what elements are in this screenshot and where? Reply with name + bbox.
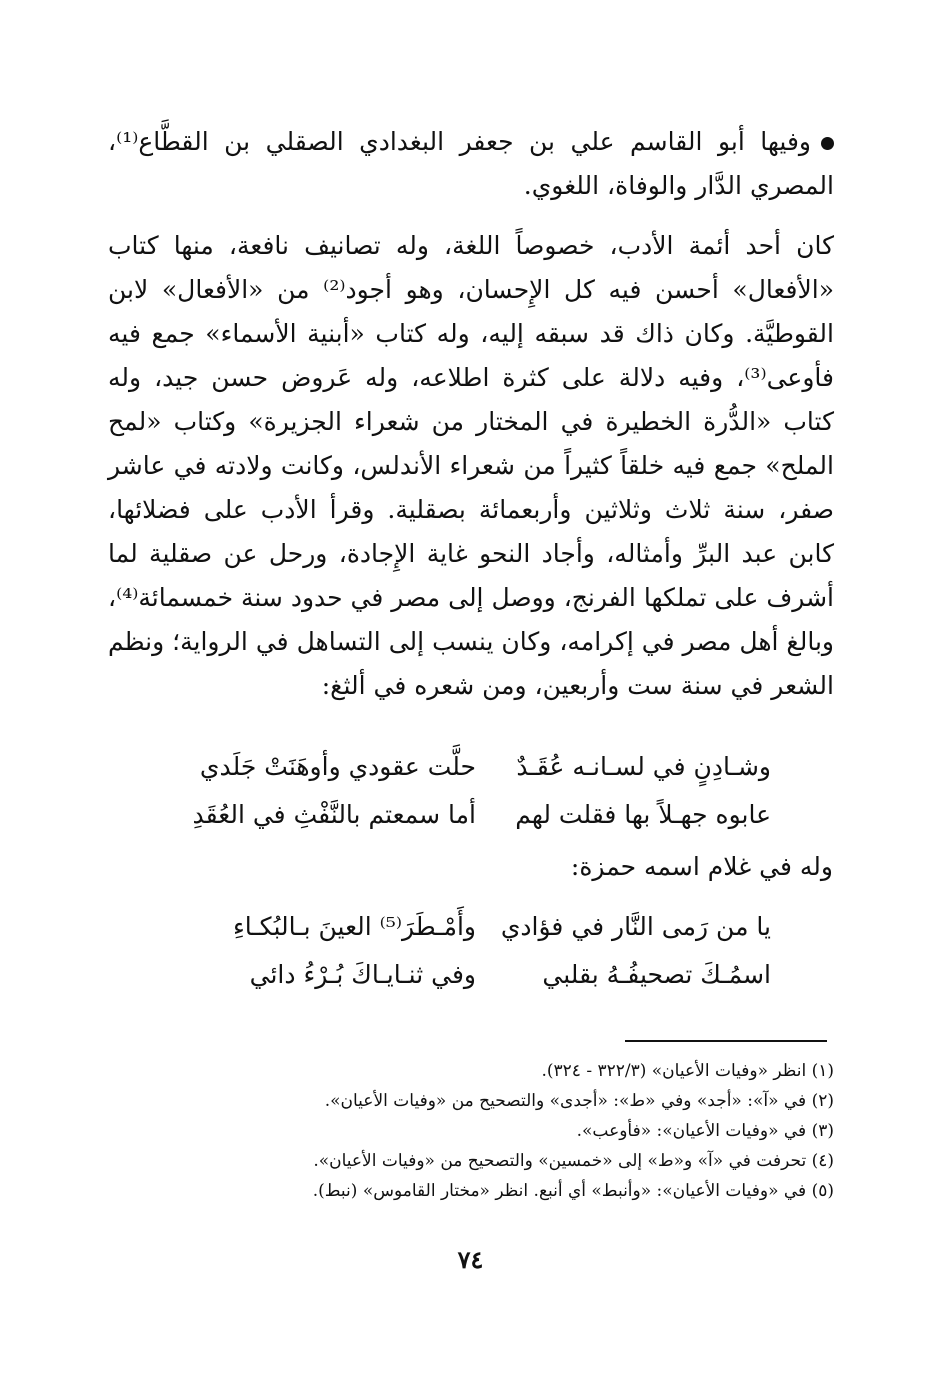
footnote: (٥) في «وفيات الأعيان»: «وأنبط» أي أنبع. انظر «مختار القاموس» (نبط).: [312, 1181, 834, 1201]
footnote: (٢) في «آ»: «أجد» وفي «ط»: «أجدى» والتصحيح من «وفيات الأعيان».: [324, 1091, 834, 1111]
verse-3-first-hemistich: يا من رَمى النَّار في فؤادي: [500, 912, 771, 941]
poem-intro: وله في غلام اسمه حمزة:: [570, 852, 833, 881]
verse-2-first-hemistich: عابوه جهـلاً بها فقلت لهم: [515, 800, 771, 829]
verse-4-second-hemistich: وفي ثنـايـاكَ بُـرْءُ دائي: [249, 960, 476, 989]
verse-4-first-hemistich: اسمُـكَ تصحيفُـهُ بقلبي: [542, 960, 771, 989]
footnote: (٣) في «وفيات الأعيان»: «فأوعب».: [576, 1121, 834, 1141]
biography-heading-paragraph: [108, 120, 834, 208]
page-number: ٧٤: [457, 1245, 484, 1274]
bullet-icon: [821, 137, 834, 150]
verse-3-second-hemistich: وأَمْـطَرَ⁽⁵⁾ العينَ بـالبُكـاءِ: [232, 912, 476, 941]
footnote: (١) انظر «وفيات الأعيان» (٣٢٢/٣ - ٣٢٤).: [541, 1061, 834, 1081]
verse-1-first-hemistich: وشـادِنٍ في لسـانـه عُقَـدٌ: [516, 752, 771, 781]
verse-1-second-hemistich: حلَّت عقودي وأوهَنَتْ جَلَدي: [199, 752, 476, 781]
paragraph-text: وفيها أبو القاسم علي بن جعفر البغدادي الصقلي بن القطَّاع⁽¹⁾، المصري الدَّار والوفاة، اللغوي.: [108, 127, 834, 200]
footnote: (٤) تحرفت في «آ» و«ط» إلى «خمسين» والتصحيح من «وفيات الأعيان».: [313, 1151, 834, 1171]
footnote-divider: [625, 1040, 827, 1042]
biography-paragraph: كان أحد أئمة الأدب، خصوصاً اللغة، وله تصانيف نافعة، منها كتاب «الأفعال» أحسن فيه كل الإِحسان، وهو أجود⁽²⁾ من «الأفعال» لابن القوطيَّة. وكان ذاك قد سبقه إليه، وله كتاب «أبنية الأسماء» جمع فيه فأوعى⁽³⁾، وفيه دلالة على كثرة اطلاعه، وله عَروض حسن جيد، وله كتاب «الدُّرة الخطيرة في المختار من شعراء الجزيرة» وكتاب «لمح الملح» جمع فيه خلقاً كثيراً من شعراء الأندلس، وكانت ولادته في عاشر صفر، سنة ثلاث وثلاثين وأربعمائة بصقلية. وقرأ الأدب على فضلائها، كابن عبد البرِّ وأمثاله، وأجاد النحو غاية الإِجادة، ورحل عن صقلية لما أشرف على تملكها الفرنج، ووصل إلى مصر في حدود سنة خمسمائة⁽⁴⁾، وبالغ أهل مصر في إكرامه، وكان ينسب إلى التساهل في الرواية؛ ونظم الشعر في سنة ست وأربعين، ومن شعره في ألثغ:: [108, 231, 834, 700]
main-text: [108, 120, 834, 708]
footnotes: [250, 1056, 834, 1206]
verse-2-second-hemistich: أما سمعتم بالنَّفْثِ في العُقَدِ: [192, 800, 476, 829]
